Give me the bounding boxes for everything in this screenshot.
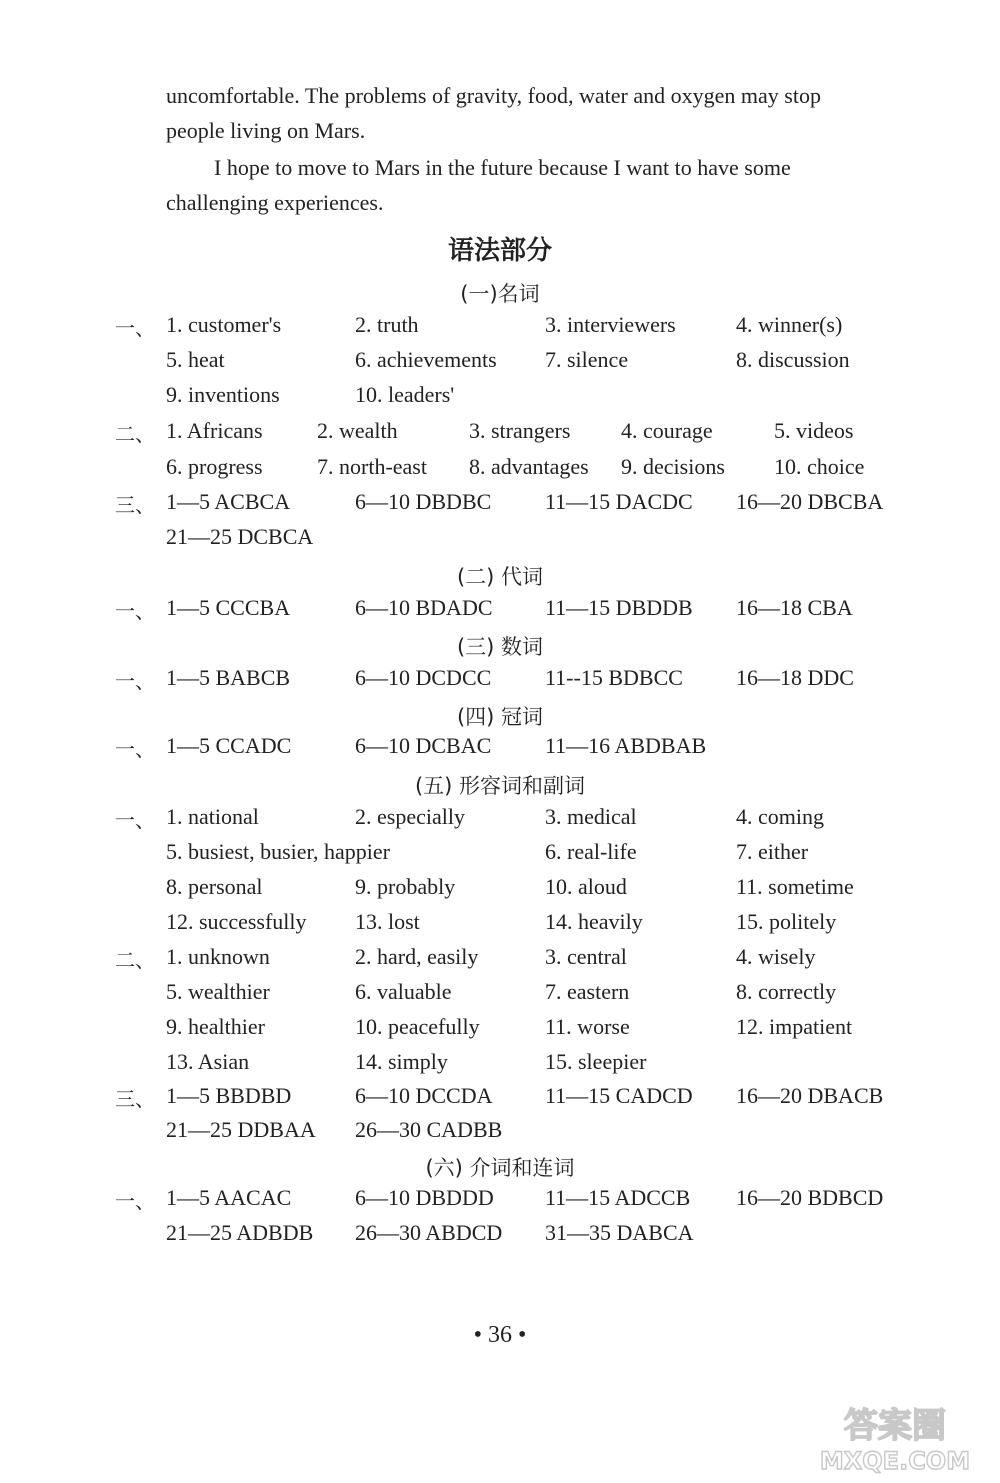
part-marker: 一、 — [115, 737, 155, 761]
answer-item: 9. probably — [355, 874, 456, 899]
answer-item: 8. personal — [166, 874, 263, 899]
answer-item: 21—25 DDBAA — [166, 1117, 316, 1142]
answer-item: 26—30 CADBB — [355, 1117, 503, 1142]
answer-item: 5. videos — [774, 418, 854, 443]
answer-item: 2. truth — [355, 312, 419, 337]
answer-item: 21—25 ADBDB — [166, 1220, 314, 1245]
answer-item: 15. politely — [736, 909, 837, 934]
part-marker: 一、 — [115, 808, 155, 832]
answer-item: 4. coming — [736, 804, 824, 829]
part-marker: 二、 — [115, 948, 155, 972]
answer-item: 10. peacefully — [355, 1014, 480, 1039]
answer-item: 14. heavily — [545, 909, 643, 934]
answer-item: 16—20 BDBCD — [736, 1185, 884, 1210]
svg-text:答案圈: 答案圈 — [844, 1406, 946, 1446]
answer-item: 16—20 DBCBA — [736, 489, 884, 514]
part-marker: 二、 — [115, 422, 155, 446]
intro-paragraph-2 — [166, 150, 936, 220]
subsection-title-prep-conj: (六) 介词和连词 — [425, 1156, 575, 1180]
answer-item: 2. especially — [355, 804, 465, 829]
answer-item: 1—5 AACAC — [166, 1185, 292, 1210]
answer-row — [0, 1185, 1000, 1219]
answer-item: 9. decisions — [621, 454, 725, 479]
answer-item: 16—18 CBA — [736, 595, 853, 620]
answer-row — [0, 382, 1000, 416]
answer-item: 11--15 BDBCC — [545, 665, 683, 690]
answer-item: 6—10 BDADC — [355, 595, 493, 620]
answer-item: 6—10 DCDCC — [355, 665, 492, 690]
answer-row — [0, 595, 1000, 629]
answer-item: 11—15 ADCCB — [545, 1185, 691, 1210]
section-title: 语法部分 — [447, 236, 552, 266]
part-marker: 三、 — [115, 1087, 155, 1111]
answer-item: 7. north-east — [317, 454, 427, 479]
answer-item: 1—5 CCCBA — [166, 595, 291, 620]
answer-item: 9. inventions — [166, 382, 280, 407]
answer-row — [0, 979, 1000, 1013]
answer-item: 6. real-life — [545, 839, 637, 864]
answer-item: 11—15 DBDDB — [545, 595, 693, 620]
answer-item: 4. wisely — [736, 944, 816, 969]
page-number: • 36 • — [473, 1322, 527, 1348]
watermark-logo — [800, 1399, 990, 1477]
answer-item: 12. successfully — [166, 909, 307, 934]
answer-item: 8. advantages — [469, 454, 589, 479]
watermark-logo-icon — [800, 1399, 990, 1477]
answer-item: 7. eastern — [545, 979, 630, 1004]
answer-item: 12. impatient — [736, 1014, 853, 1039]
answer-item: 10. choice — [774, 454, 865, 479]
answer-item: 6. achievements — [355, 347, 497, 372]
answer-row — [0, 1220, 1000, 1254]
intro-line: uncomfortable. The problems of gravity, food, water and oxygen may stop — [166, 83, 821, 108]
answer-item: 3. strangers — [469, 418, 571, 443]
answer-row — [0, 489, 1000, 523]
answer-item: 5. busiest, busier, happier — [166, 839, 390, 864]
answer-item: 6—10 DCBAC — [355, 733, 492, 758]
intro-line: I hope to move to Mars in the future because I want to have some — [214, 155, 791, 180]
answer-row — [0, 909, 1000, 943]
answer-item: 21—25 DCBCA — [166, 524, 314, 549]
subsection-title-adj-adv: (五) 形容词和副词 — [414, 774, 586, 798]
subsection-title-articles: (四) 冠词 — [456, 705, 544, 729]
answer-item: 15. sleepier — [545, 1049, 647, 1074]
answer-item: 7. either — [736, 839, 809, 864]
answer-item: 8. correctly — [736, 979, 837, 1004]
answer-item: 6—10 DBDBC — [355, 489, 492, 514]
answer-row — [0, 839, 1000, 873]
answer-item: 4. winner(s) — [736, 312, 843, 337]
answer-row — [0, 665, 1000, 699]
answer-row — [0, 733, 1000, 767]
answer-item: 1—5 ACBCA — [166, 489, 291, 514]
answer-row — [0, 524, 1000, 558]
answer-item: 1. national — [166, 804, 259, 829]
answer-item: 3. medical — [545, 804, 637, 829]
answer-item: 6. progress — [166, 454, 263, 479]
answer-item: 11. sometime — [736, 874, 854, 899]
answer-item: 1. unknown — [166, 944, 270, 969]
answer-item: 4. courage — [621, 418, 713, 443]
answer-row — [0, 1014, 1000, 1048]
answer-item: 2. wealth — [317, 418, 398, 443]
answer-item: 11. worse — [545, 1014, 630, 1039]
answer-item: 31—35 DABCA — [545, 1220, 694, 1245]
part-marker: 三、 — [115, 493, 155, 517]
answer-item: 16—20 DBACB — [736, 1083, 884, 1108]
subsection-title-numerals: (三) 数词 — [456, 635, 544, 659]
answer-item: 1—5 CCADC — [166, 733, 292, 758]
answer-row — [0, 418, 1000, 452]
subsection-title-pronouns: (二) 代词 — [456, 565, 544, 589]
answer-item: 11—15 CADCD — [545, 1083, 693, 1108]
answer-item: 10. aloud — [545, 874, 627, 899]
part-marker: 一、 — [115, 316, 155, 340]
answer-item: 3. interviewers — [545, 312, 676, 337]
intro-paragraph-1 — [166, 78, 936, 148]
answer-item: 1—5 BBDBD — [166, 1083, 292, 1108]
answer-row — [0, 1049, 1000, 1083]
answer-item: 13. lost — [355, 909, 420, 934]
part-marker: 一、 — [115, 1189, 155, 1213]
answer-item: 1—5 BABCB — [166, 665, 291, 690]
answer-item: 1. Africans — [166, 418, 263, 443]
intro-line: people living on Mars. — [166, 118, 366, 143]
answer-row — [0, 454, 1000, 488]
answer-item: 26—30 ABDCD — [355, 1220, 503, 1245]
answer-item: 3. central — [545, 944, 627, 969]
answer-row — [0, 944, 1000, 978]
part-marker: 一、 — [115, 599, 155, 623]
part-marker: 一、 — [115, 669, 155, 693]
answer-row — [0, 347, 1000, 381]
answer-item: 14. simply — [355, 1049, 448, 1074]
answer-row — [0, 1117, 1000, 1151]
answer-item: 6—10 DBDDD — [355, 1185, 494, 1210]
answer-row — [0, 874, 1000, 908]
answer-item: 1. customer's — [166, 312, 282, 337]
answer-item: 6. valuable — [355, 979, 452, 1004]
answer-item: 6—10 DCCDA — [355, 1083, 493, 1108]
subsection-title-nouns: (一)名词 — [460, 282, 540, 306]
answer-item: 11—15 DACDC — [545, 489, 693, 514]
answer-item: 16—18 DDC — [736, 665, 854, 690]
answer-item: 11—16 ABDBAB — [545, 733, 707, 758]
answer-item: 5. heat — [166, 347, 225, 372]
intro-line: challenging experiences. — [166, 190, 384, 215]
answer-item: 10. leaders' — [355, 382, 455, 407]
answer-row — [0, 804, 1000, 838]
answer-item: 8. discussion — [736, 347, 850, 372]
answer-item: 5. wealthier — [166, 979, 270, 1004]
answer-item: 7. silence — [545, 347, 629, 372]
answer-row — [0, 312, 1000, 346]
answer-item: 9. healthier — [166, 1014, 265, 1039]
answer-item: 13. Asian — [166, 1049, 250, 1074]
answer-row — [0, 1083, 1000, 1117]
svg-text:MXQE.COM: MXQE.COM — [819, 1447, 971, 1475]
answer-item: 2. hard, easily — [355, 944, 479, 969]
